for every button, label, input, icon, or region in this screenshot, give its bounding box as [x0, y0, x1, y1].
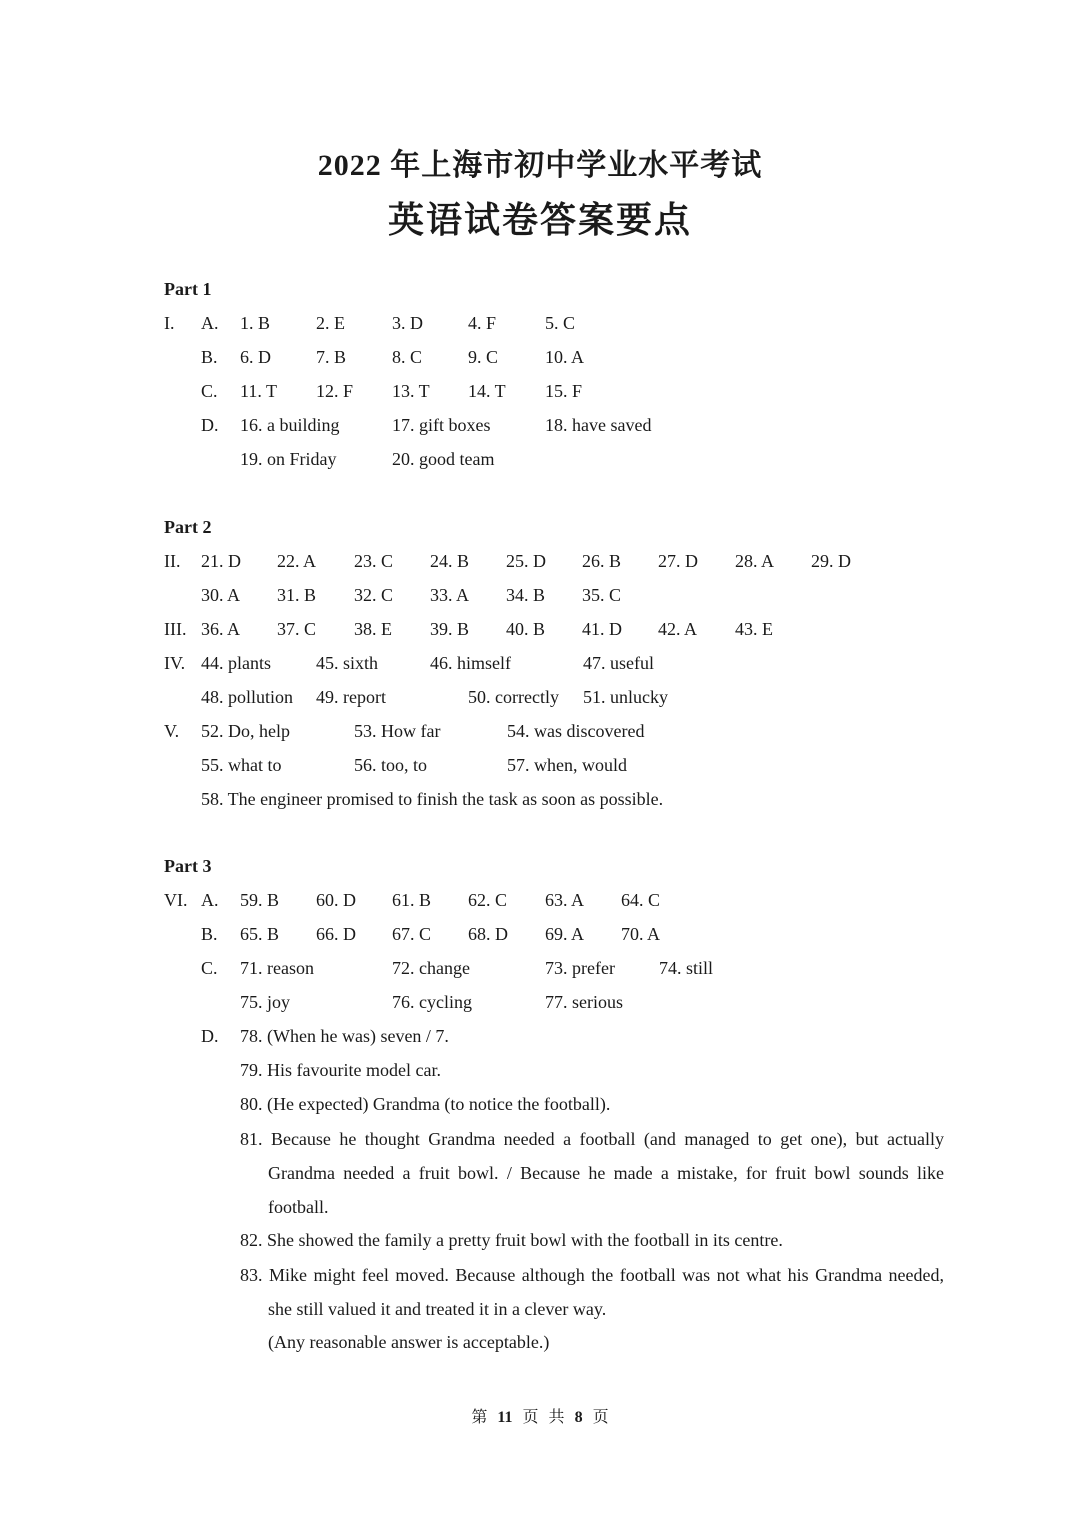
answer-item: 80. (He expected) Grandma (to notice the football).: [240, 1094, 611, 1114]
answer-item: 27. D: [658, 551, 698, 571]
answer-item: 3. D: [392, 313, 423, 333]
answer-item: 74. still: [659, 958, 714, 978]
answer-item: 34. B: [506, 585, 546, 605]
answer-item: 20. good team: [392, 449, 495, 469]
answer-item: 46. himself: [430, 653, 511, 673]
answer-item: 67. C: [392, 924, 432, 944]
answer-item: 6. D: [240, 347, 271, 367]
part3-row-b: [0, 924, 1080, 950]
answer-item: 64. C: [621, 890, 661, 910]
answer-item: 9. C: [468, 347, 499, 367]
part1-row-c: [0, 381, 1080, 407]
answer-item: 81. Because he thought Grandma needed a football (and managed to get one), but actually Grandma needed a fruit bowl. / Because he made a mistake, for fruit bowl sounds like football.: [240, 1129, 944, 1217]
subsection-label: B.: [201, 924, 218, 944]
answer-item: 21. D: [201, 551, 241, 571]
part2-row-ii-2: [0, 585, 1080, 611]
part3-heading: Part 3: [164, 856, 212, 876]
total-pages-number: 8: [574, 1409, 583, 1426]
answer-item: 44. plants: [201, 653, 271, 673]
answer-item: 63. A: [545, 890, 585, 910]
footer-suffix: 页: [592, 1409, 609, 1426]
section-roman-numeral: IV.: [164, 653, 186, 673]
answer-item: 45. sixth: [316, 653, 379, 673]
answer-item: 19. on Friday: [240, 449, 337, 469]
answer-item: 83. Mike might feel moved. Because although the football was not what his Grandma needed, she still valued it and treated it in a clever way.: [240, 1265, 944, 1319]
exam-title: 2022 年上海市初中学业水平考试: [317, 149, 763, 182]
answer-item: 28. A: [735, 551, 775, 571]
answer-item: 4. F: [468, 313, 497, 333]
part3-row-c1: [0, 958, 1080, 984]
answer-item: 37. C: [277, 619, 317, 639]
part1-heading: Part 1: [164, 279, 212, 299]
answer-item: 79. His favourite model car.: [240, 1060, 441, 1080]
part2-row-iv-2: [0, 687, 1080, 713]
answer-item: 15. F: [545, 381, 583, 401]
section-roman-numeral: II.: [164, 551, 181, 571]
answer-item: 10. A: [545, 347, 585, 367]
answer-item: 14. T: [468, 381, 506, 401]
answer-item: 65. B: [240, 924, 280, 944]
answer-item: 24. B: [430, 551, 470, 571]
answer-item: 78. (When he was) seven / 7.: [240, 1026, 449, 1046]
answer-item: 2. E: [316, 313, 345, 333]
answer-item: 39. B: [430, 619, 470, 639]
answer-item: 73. prefer: [545, 958, 615, 978]
answer-item: 31. B: [277, 585, 317, 605]
answer-item: 32. C: [354, 585, 394, 605]
subsection-label: A.: [201, 313, 219, 333]
answer-item: 75. joy: [240, 992, 291, 1012]
answer-item: 38. E: [354, 619, 392, 639]
subsection-label: D.: [201, 415, 219, 435]
answer-item: 41. D: [582, 619, 622, 639]
part2-heading: Part 2: [164, 517, 212, 537]
answer-item: 22. A: [277, 551, 317, 571]
answer-item: 51. unlucky: [583, 687, 668, 707]
answer-item: 76. cycling: [392, 992, 472, 1012]
answer-item: 47. useful: [583, 653, 654, 673]
answer-item: 1. B: [240, 313, 271, 333]
answer-item: 42. A: [658, 619, 698, 639]
part2-row-ii-1: [0, 551, 1080, 577]
answer-item: 82. She showed the family a pretty fruit bowl with the football in its centre.: [240, 1230, 783, 1250]
answer-item: 36. A: [201, 619, 241, 639]
answer-item: 29. D: [811, 551, 851, 571]
answer-item: 68. D: [468, 924, 508, 944]
answer-item: 12. F: [316, 381, 354, 401]
footer-middle: 页 共: [522, 1409, 565, 1426]
answer-item: 11. T: [240, 381, 278, 401]
answer-item: 35. C: [582, 585, 622, 605]
answer-item: 13. T: [392, 381, 430, 401]
section-roman-numeral: V.: [164, 721, 180, 741]
subsection-label: B.: [201, 347, 218, 367]
subsection-label: C.: [201, 958, 218, 978]
answer-note: (Any reasonable answer is acceptable.): [268, 1332, 550, 1352]
current-page-number: 11: [497, 1409, 513, 1426]
section-roman-numeral: I.: [164, 313, 175, 333]
footer-prefix: 第: [471, 1409, 488, 1426]
page-footer: [0, 1404, 1080, 1427]
answer-item: 43. E: [735, 619, 773, 639]
answer-item: 8. C: [392, 347, 423, 367]
answer-item: 50. correctly: [468, 687, 559, 707]
answer-item: 33. A: [430, 585, 470, 605]
answer-item: 77. serious: [545, 992, 623, 1012]
answer-item: 59. B: [240, 890, 280, 910]
answer-item: 7. B: [316, 347, 347, 367]
part2-row-v-1: [0, 721, 1080, 747]
answer-item: 52. Do, help: [201, 721, 290, 741]
answer-item: 26. B: [582, 551, 622, 571]
answer-item: 30. A: [201, 585, 241, 605]
answer-item: 69. A: [545, 924, 585, 944]
section-roman-numeral: VI.: [164, 890, 188, 910]
section-roman-numeral: III.: [164, 619, 187, 639]
answer-item: 49. report: [316, 687, 386, 707]
answer-item: 5. C: [545, 313, 576, 333]
part3-row-c2: [0, 992, 1080, 1018]
part1-row-a: [0, 313, 1080, 339]
answer-item: 18. have saved: [545, 415, 652, 435]
answer-item: 54. was discovered: [507, 721, 645, 741]
part2-row-iv-1: [0, 653, 1080, 679]
part2-row-v-2: [0, 755, 1080, 781]
answer-item: 62. C: [468, 890, 508, 910]
answer-item: 57. when, would: [507, 755, 627, 775]
subsection-label: C.: [201, 381, 218, 401]
answer-key-title: 英语试卷答案要点: [387, 200, 692, 240]
subsection-label: D.: [201, 1026, 219, 1046]
part3-row-d: [0, 1026, 1080, 1052]
answer-item: 53. How far: [354, 721, 441, 741]
answer-item: 25. D: [506, 551, 546, 571]
answer-item: 60. D: [316, 890, 356, 910]
answer-item: 17. gift boxes: [392, 415, 491, 435]
answer-item: 66. D: [316, 924, 356, 944]
part1-row-b: [0, 347, 1080, 373]
answer-item: 61. B: [392, 890, 432, 910]
answer-item: 58. The engineer promised to finish the task as soon as possible.: [201, 789, 664, 809]
answer-item: 55. what to: [201, 755, 282, 775]
answer-item: 48. pollution: [201, 687, 294, 707]
answer-item: 71. reason: [240, 958, 314, 978]
part3-row-a: [0, 890, 1080, 916]
part1-row-d2: [0, 449, 1080, 475]
answer-item: 40. B: [506, 619, 546, 639]
answer-item: 16. a building: [240, 415, 340, 435]
answer-item: 56. too, to: [354, 755, 428, 775]
answer-item: 23. C: [354, 551, 394, 571]
part1-row-d1: [0, 415, 1080, 441]
answer-item: 70. A: [621, 924, 661, 944]
answer-item: 72. change: [392, 958, 470, 978]
part2-row-iii: [0, 619, 1080, 645]
subsection-label: A.: [201, 890, 219, 910]
